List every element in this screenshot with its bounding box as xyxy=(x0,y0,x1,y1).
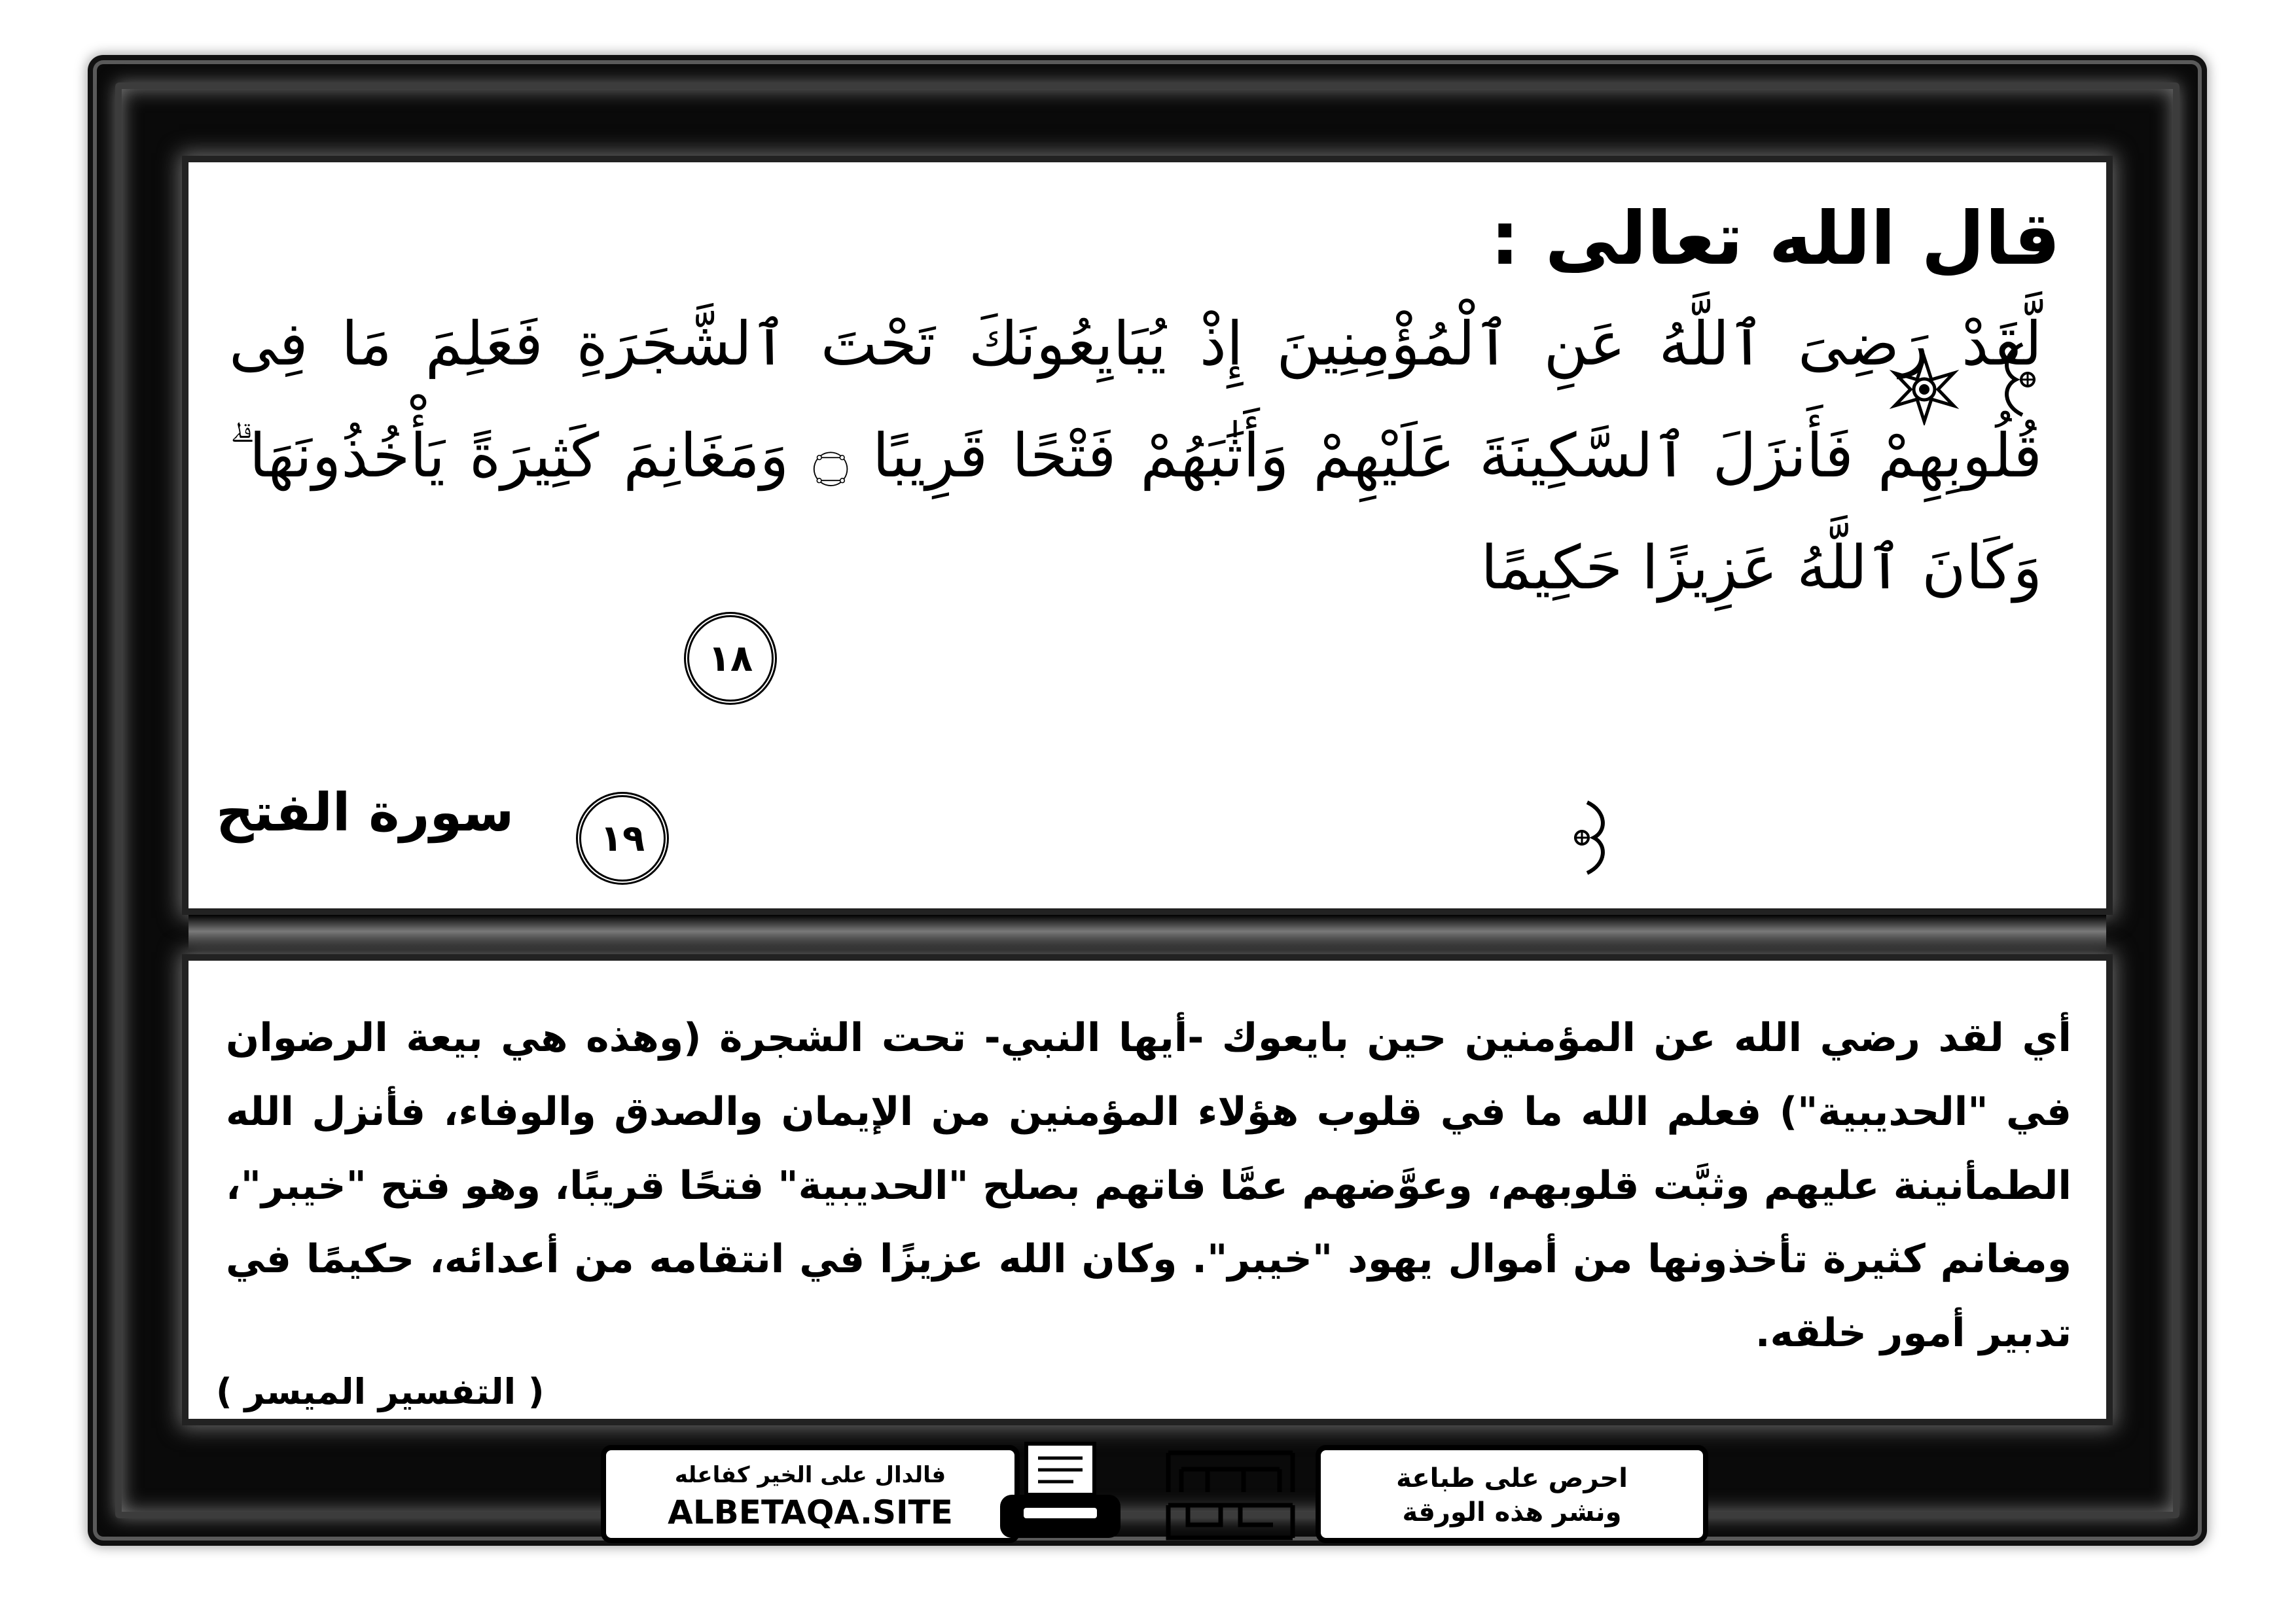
page-heading: قال الله تعالى : xyxy=(1490,196,2060,281)
section-divider xyxy=(188,915,2106,952)
footer-site-link[interactable]: ALBETAQA.SITE xyxy=(668,1493,953,1531)
footer-print-line-1: احرص على طباعة xyxy=(1396,1463,1628,1493)
footer-print-box xyxy=(1316,1445,1708,1543)
printer-icon xyxy=(995,1440,1126,1544)
footer-print-line-2: ونشر هذه الورقة xyxy=(1402,1497,1622,1527)
surah-name: سورة الفتح xyxy=(216,782,514,843)
footer-site-box xyxy=(601,1445,1020,1543)
ayah-number-badge: ١٩ xyxy=(576,792,669,885)
tafsir-text: أي لقد رضي الله عن المؤمنين حين بايعوك -أيها النبي- تحت الشجرة (وهذه هي بيعة الرضوان في "الحديبية") فعلم الله ما في قلوب هؤلاء المؤمنين من الإيمان والصدق والوفاء، فأنزل الله الطمأنينة عليهم وثبَّت قلوبهم، وعوَّضهم عمَّا فاتهم بصلح "الحديبية" فتحًا قريبًا، وهو فتح "خيبر"، ومغانم كثيرة تأخذونها من أموال يهود "خيبر". وكان الله عزيزًا في انتقامه من أعدائه، حكيمًا في تدبير أمور خلقه. xyxy=(226,1015,2072,1357)
ayah-number-badge: ١٨ xyxy=(684,612,777,705)
ornamental-bracket-close-icon xyxy=(1568,798,1620,877)
quran-verse: لَّقَدْ رَضِىَ ٱللَّهُ عَنِ ٱلْمُؤْمِنِينَ إِذْ يُبَايِعُونَكَ تَحْتَ ٱلشَّجَرَةِ فَعَلِمَ مَا فِى قُلُوبِهِمْ فَأَنزَلَ ٱلسَّكِينَةَ عَلَيْهِمْ وَأَثَٰبَهُمْ فَتْحًا قَرِيبًا ۝ وَمَغَانِمَ كَثِيرَةً يَأْخُذُونَهَا ۗ وَكَانَ ٱللَّهُ عَزِيزًا حَكِيمًا xyxy=(229,309,2042,603)
tafsir-source: ( التفسير الميسر ) xyxy=(216,1371,545,1412)
dawa-logo-icon xyxy=(1162,1440,1299,1544)
footer-saying: فالدال على الخير كفاعله xyxy=(674,1462,946,1488)
